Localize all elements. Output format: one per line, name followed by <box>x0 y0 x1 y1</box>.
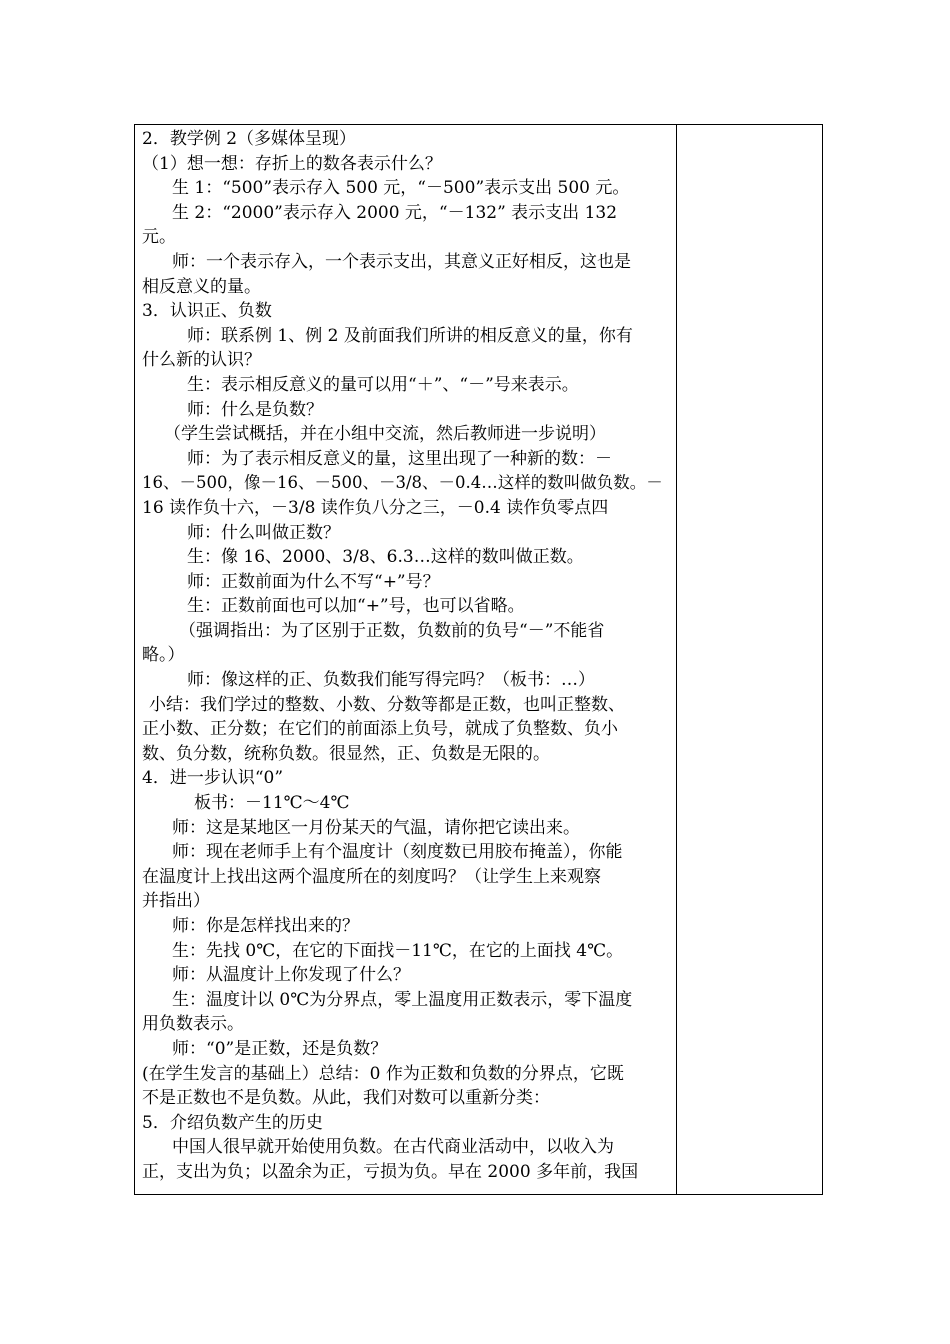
text-line: 生：正数前面也可以加“+”号，也可以省略。 <box>187 596 525 617</box>
text-line: 4．进一步认识“0” <box>142 768 284 789</box>
lesson-table <box>134 124 823 1195</box>
text-line: 生：像 16、2000、3/8、6.3…这样的数叫做正数。 <box>187 547 584 568</box>
text-line: 师：从温度计上你发现了什么？ <box>172 965 410 986</box>
text-line: 什么新的认识？ <box>142 350 261 371</box>
lesson-content-cell <box>142 127 672 1185</box>
text-line: 正小数、正分数；在它们的前面添上负号，就成了负整数、负小 <box>142 719 618 740</box>
text-line: 生 2：“2000”表示存入 2000 元，“－132” 表示支出 132 <box>172 202 618 223</box>
notes-cell <box>678 125 822 1194</box>
text-line: 师：你是怎样找出来的？ <box>172 916 359 936</box>
text-line: 师：联系例 1、例 2 及前面我们所讲的相反意义的量，你有 <box>187 325 633 346</box>
text-line: 在温度计上找出这两个温度所在的刻度吗？（让学生上来观察 <box>142 866 601 887</box>
text-line: 师：像这样的正、负数我们能写得完吗？（板书：…） <box>187 670 595 691</box>
text-line: 中国人很早就开始使用负数。在古代商业活动中，以收入为 <box>172 1137 614 1158</box>
text-line: 16 读作负十六，－3/8 读作负八分之三，－0.4 读作负零点四 <box>142 497 609 518</box>
text-line: 5．介绍负数产生的历史 <box>142 1112 323 1133</box>
text-line: 师：什么是负数？ <box>187 399 323 420</box>
text-line: 用负数表示。 <box>142 1014 244 1035</box>
text-line: 略。） <box>142 645 185 666</box>
text-line: （1）想一想：存折上的数各表示什么？ <box>142 153 442 174</box>
text-line: 生 1：“500”表示存入 500 元，“－500”表示支出 500 元。 <box>172 178 630 199</box>
text-line: 师：为了表示相反意义的量，这里出现了一种新的数：－ <box>187 448 612 469</box>
text-line: 不是正数也不是负数。从此，我们对数可以重新分类： <box>142 1088 550 1109</box>
text-line: （学生尝试概括，并在小组中交流，然后教师进一步说明） <box>164 424 606 445</box>
text-line: 元。 <box>142 227 176 248</box>
text-line: 板书：－11℃～4℃ <box>194 793 350 814</box>
text-line: 3．认识正、负数 <box>142 301 272 322</box>
text-line: 师：这是某地区一月份某天的气温，请你把它读出来。 <box>172 817 580 838</box>
text-line: 小结：我们学过的整数、小数、分数等都是正数，也叫正整数、 <box>149 694 625 715</box>
text-line: 正，支出为负；以盈余为正，亏损为负。早在 2000 多年前，我国 <box>142 1161 639 1182</box>
text-line: 师：现在老师手上有个温度计（刻度数已用胶布掩盖），你能 <box>172 842 623 863</box>
text-line: 2．教学例 2（多媒体呈现） <box>142 129 357 149</box>
text-line: 师：什么叫做正数？ <box>187 522 340 543</box>
text-line: 生：先找 0℃，在它的下面找－11℃，在它的上面找 4℃。 <box>172 940 624 961</box>
text-line: 16、－500，像－16、－500、－3/8、－0.4…这样的数叫做负数。－ <box>142 473 663 493</box>
text-line: 师：正数前面为什么不写“+”号？ <box>187 571 440 592</box>
text-line: 师：“0”是正数，还是负数？ <box>172 1038 388 1059</box>
text-line: 生：表示相反意义的量可以用“＋”、“－”号来表示。 <box>187 374 579 395</box>
text-line: （强调指出：为了区别于正数，负数前的负号“－”不能省 <box>179 620 605 641</box>
text-line: 并指出） <box>142 891 210 912</box>
text-line: 师：一个表示存入，一个表示支出，其意义正好相反，这也是 <box>172 251 631 272</box>
text-line: 生：温度计以 0℃为分界点，零上温度用正数表示，零下温度 <box>172 989 633 1010</box>
text-line: 数、负分数，统称负数。很显然，正、负数是无限的。 <box>142 743 550 764</box>
text-line: 相反意义的量。 <box>142 276 261 297</box>
column-divider <box>676 125 677 1194</box>
text-line: (在学生发言的基础上）总结：0 作为正数和负数的分界点，它既 <box>142 1063 624 1084</box>
